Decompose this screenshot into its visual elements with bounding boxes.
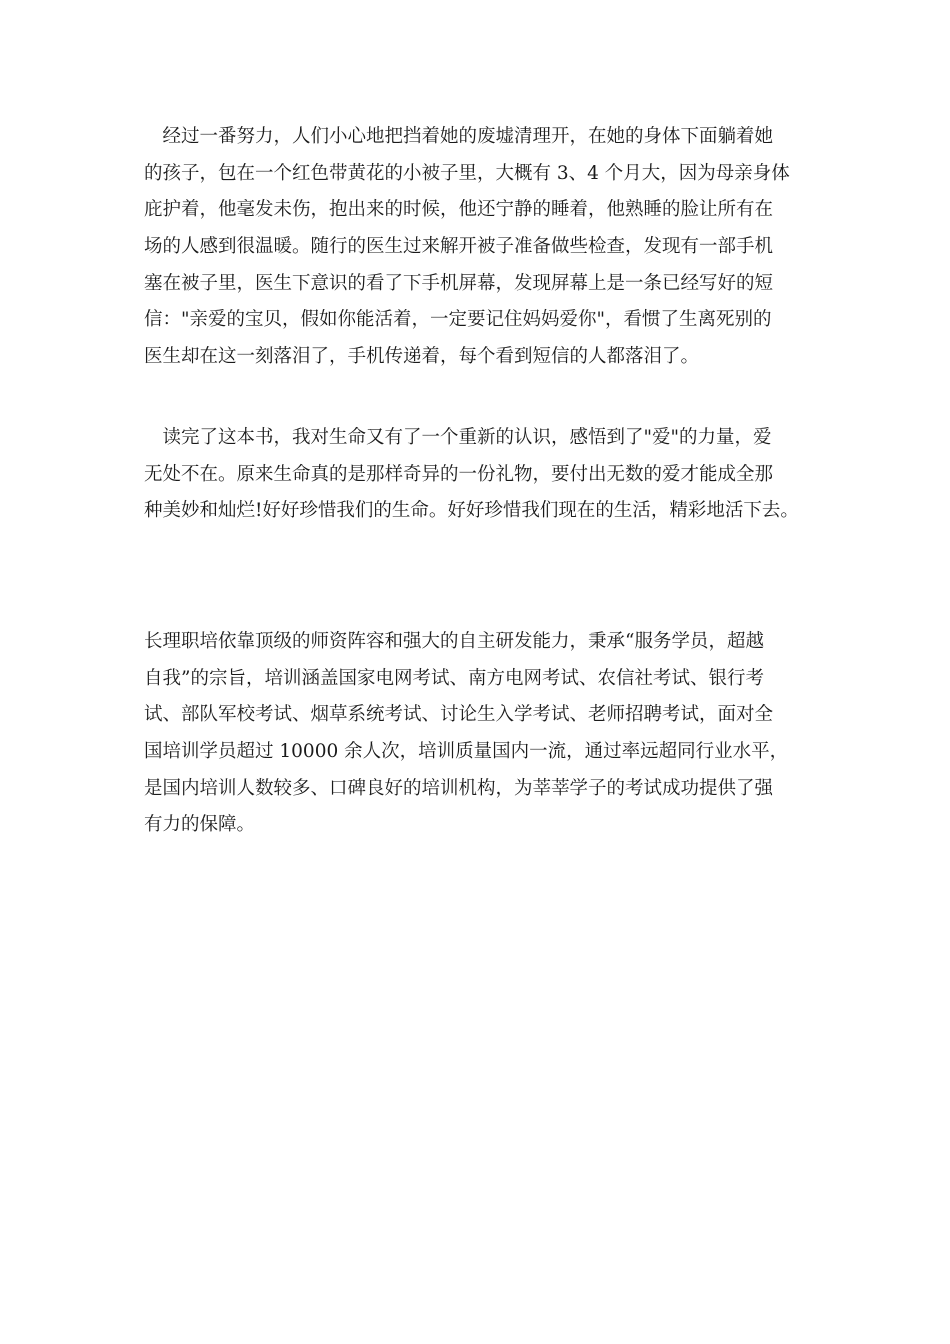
- text-line: 种美妙和灿烂!好好珍惜我们的生命。好好珍惜我们现在的生活，精彩地活下去。: [144, 500, 799, 522]
- text-line: 信："亲爱的宝贝，假如你能活着，一定要记住妈妈爱你"，看惯了生离死别的: [144, 309, 772, 331]
- text-line: 场的人感到很温暖。随行的医生过来解开被子准备做些检查，发现有一部手机: [144, 236, 774, 258]
- paragraph-earthquake-story: [144, 119, 834, 376]
- paragraph-training-ad: [144, 624, 834, 844]
- text-line: 塞在被子里，医生下意识的看了下手机屏幕，发现屏幕上是一条已经写好的短: [144, 272, 774, 294]
- text-line: 无处不在。原来生命真的是那样奇异的一份礼物，要付出无数的爱才能成全那: [144, 463, 774, 485]
- text-line: 经过一番努力，人们小心地把挡着她的废墟清理开，在她的身体下面躺着她: [144, 126, 774, 147]
- text-line: 国培训学员超过 10000 余人次，培训质量国内一流，通过率远超同行业水平，: [144, 741, 789, 763]
- text-line: 长理职培依靠顶级的师资阵容和强大的自主研发能力，秉承“服务学员，超越: [144, 631, 764, 652]
- text-line: 是国内培训人数较多、口碑良好的培训机构，为莘莘学子的考试成功提供了强: [144, 777, 774, 799]
- text-line: 读完了这本书，我对生命又有了一个重新的认识，感悟到了"爱"的力量，爱: [144, 427, 772, 448]
- text-line: 试、部队军校考试、烟草系统考试、讨论生入学考试、老师招聘考试，面对全: [144, 704, 774, 726]
- text-line: 的孩子，包在一个红色带黄花的小被子里，大概有 3、4 个月大，因为母亲身体: [144, 162, 790, 184]
- text-line: 自我”的宗旨，培训涵盖国家电网考试、南方电网考试、农信社考试、银行考: [144, 667, 764, 689]
- text-line: 有力的保障。: [144, 814, 256, 836]
- paragraph-reflection: [144, 420, 834, 530]
- text-line: 医生却在这一刻落泪了，手机传递着，每个看到短信的人都落泪了。: [144, 346, 700, 368]
- text-line: 庇护着，他毫发未伤，抱出来的时候，他还宁静的睡着，他熟睡的脸让所有在: [144, 199, 774, 221]
